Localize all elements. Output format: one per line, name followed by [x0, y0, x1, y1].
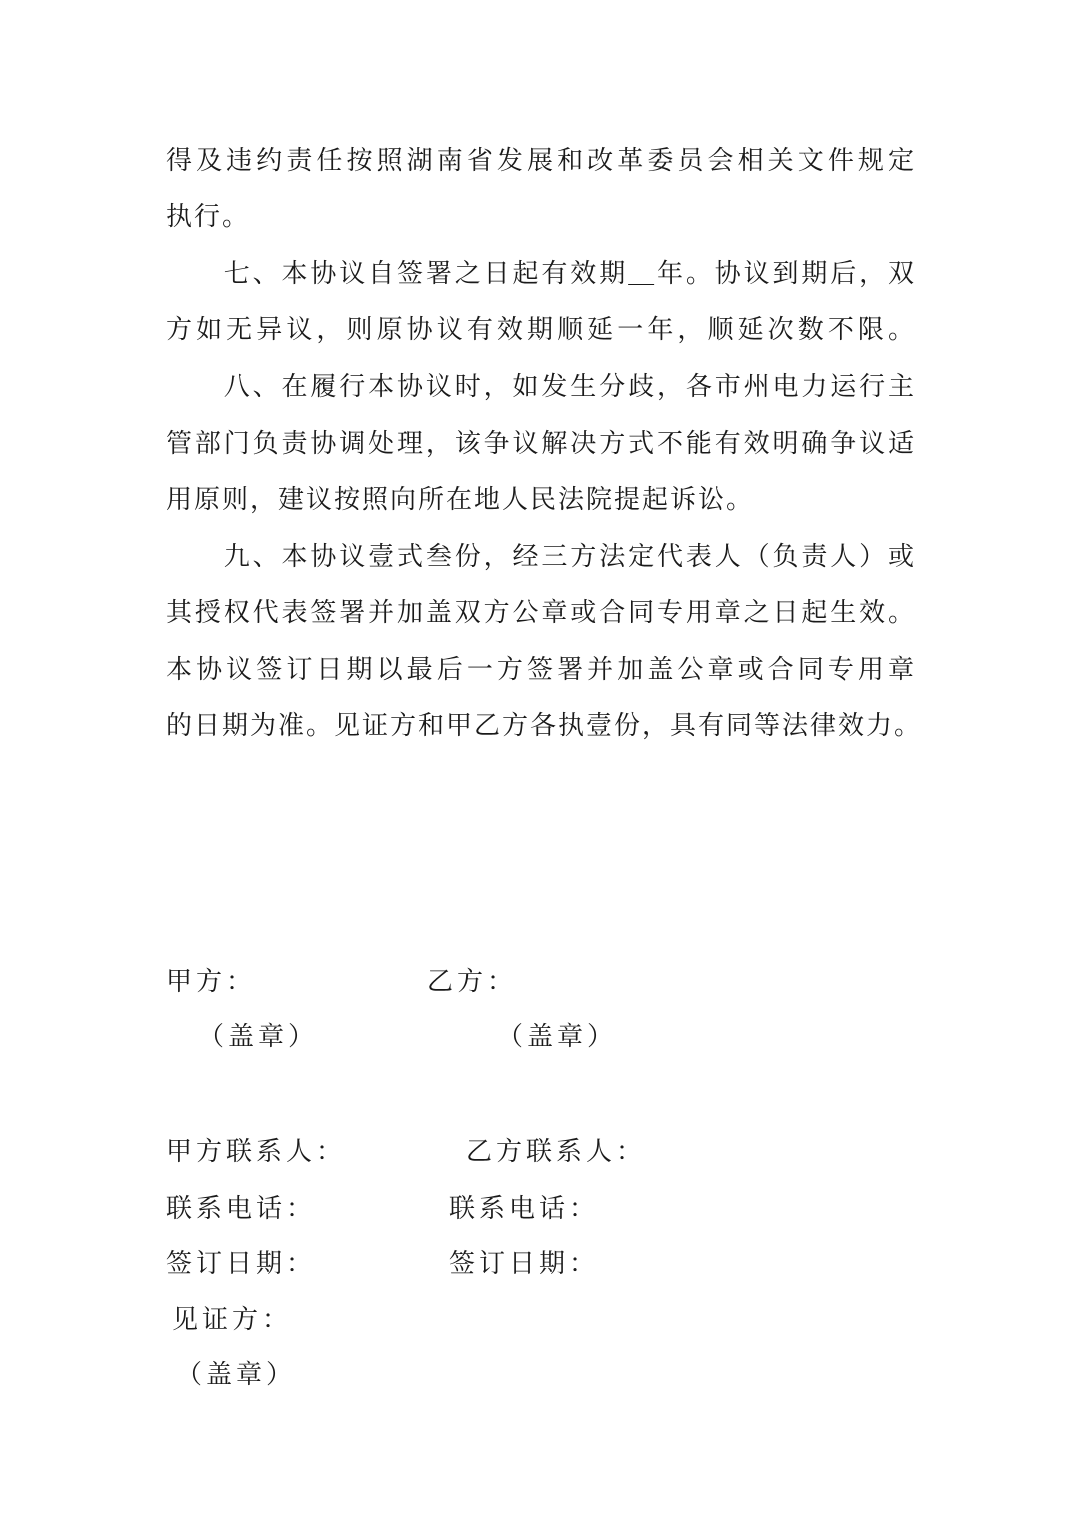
clause-8-line: 用原则，建议按照向所在地人民法院提起诉讼。 — [166, 485, 755, 515]
party-b-seal: （盖章） — [497, 1022, 618, 1052]
clause-9-line: 九、本协议壹式叁份，经三方法定代表人（负责人）或 — [166, 542, 916, 572]
clause-9-line: 本协议签订日期以最后一方签署并加盖公章或合同专用章 — [166, 655, 916, 685]
clause-7-line: 方如无异议，则原协议有效期顺延一年，顺延次数不限。 — [166, 315, 916, 345]
party-b-label: 乙方： — [427, 967, 518, 997]
party-a-phone-label: 联系电话： — [166, 1194, 317, 1224]
party-a-contact-label: 甲方联系人： — [166, 1137, 347, 1167]
party-a-date-label: 签订日期： — [166, 1249, 317, 1279]
party-b-phone-label: 联系电话： — [449, 1194, 600, 1224]
witness-seal: （盖章） — [176, 1360, 297, 1390]
body-line: 得及违约责任按照湖南省发展和改革委员会相关文件规定 — [166, 146, 916, 176]
witness-label: 见证方： — [172, 1305, 293, 1335]
clause-9-line: 的日期为准。见证方和甲乙方各执壹份，具有同等法律效力。 — [166, 711, 923, 741]
party-a-label: 甲方： — [166, 967, 257, 997]
clause-7-line: 七、本协议自签署之日起有效期＿年。协议到期后，双 — [166, 259, 916, 289]
party-b-date-label: 签订日期： — [449, 1249, 600, 1279]
party-b-contact-label: 乙方联系人： — [466, 1137, 647, 1167]
body-line: 执行。 — [166, 202, 251, 232]
clause-8-line: 八、在履行本协议时，如发生分歧，各市州电力运行主 — [166, 372, 916, 402]
party-a-seal: （盖章） — [198, 1022, 319, 1052]
clause-9-line: 其授权代表签署并加盖双方公章或合同专用章之日起生效。 — [166, 598, 916, 628]
clause-8-line: 管部门负责协调处理，该争议解决方式不能有效明确争议适 — [166, 429, 916, 459]
